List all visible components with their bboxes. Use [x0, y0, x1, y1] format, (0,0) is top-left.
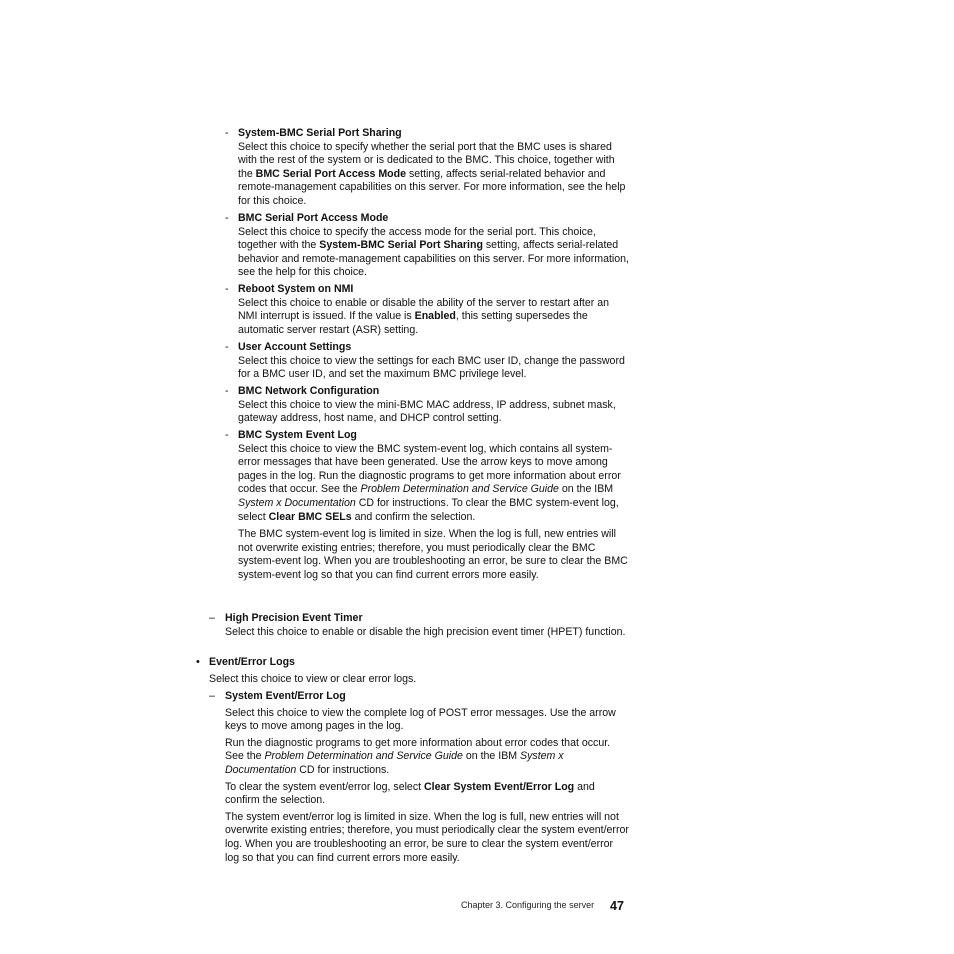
item-description: Select this choice to specify the access mode for the serial port. This choice, together with the System-BMC Serial Port Sharing setting, affects serial-related behavior and remote-management capabilities on this server. For more information, see the help for this choice. — [238, 225, 629, 279]
item-title: BMC Network Configuration — [238, 385, 380, 397]
item-description: Select this choice to view or clear error logs. — [209, 672, 417, 685]
item-network-configuration — [225, 385, 630, 426]
item-diagnostics-note: Run the diagnostic programs to get more information about error codes that occur. See the Problem Determination and Service Guide on the IBM System x Documentation CD for instructions. — [225, 736, 611, 776]
item-title: User Account Settings — [238, 341, 352, 353]
bullet-marker: • — [196, 656, 200, 668]
item-reboot-on-nmi — [225, 283, 630, 337]
item-clear-note: To clear the system event/error log, select Clear System Event/Error Log and confirm the selection. — [225, 780, 595, 807]
dash-marker: - — [225, 341, 229, 353]
item-description: Select this choice to view the complete log of POST error messages. Use the arrow keys to move among pages in the log. — [225, 706, 616, 733]
dash-marker: - — [225, 212, 229, 224]
item-description: Select this choice to view the mini-BMC MAC address, IP address, subnet mask, gateway address, host name, and DHCP control setting. — [238, 398, 616, 425]
footer-chapter: Chapter 3. Configuring the server — [461, 900, 595, 910]
item-title: BMC Serial Port Access Mode — [238, 212, 389, 224]
item-description: Select this choice to view the settings for each BMC user ID, change the password for a BMC user ID, and set the maximum BMC privilege level. — [238, 354, 625, 381]
item-event-error-logs — [196, 656, 630, 686]
dash-marker: - — [225, 127, 229, 139]
page-number: 47 — [610, 899, 624, 913]
item-title: Event/Error Logs — [209, 656, 295, 668]
item-title: BMC System Event Log — [238, 429, 357, 441]
item-system-event-log — [225, 429, 630, 583]
item-serial-port-sharing — [225, 127, 630, 209]
item-serial-port-access-mode — [225, 212, 630, 280]
dash-marker: - — [225, 429, 229, 441]
item-user-account-settings — [225, 341, 630, 382]
dash-marker: - — [225, 385, 229, 397]
item-title: System-BMC Serial Port Sharing — [238, 127, 402, 139]
dash-marker: - — [225, 283, 229, 295]
item-title: System Event/Error Log — [225, 690, 346, 702]
item-size-note: The system event/error log is limited in size. When the log is full, new entries will not overwrite existing entries; therefore, you must periodically clear the system event/error log. When you are troubleshooting an error, be sure to clear the system event/error log so that you can find current errors more easily. — [225, 810, 629, 864]
item-title: Reboot System on NMI — [238, 283, 354, 295]
dash-marker: – — [209, 690, 215, 702]
item-description: Select this choice to specify whether the serial port that the BMC uses is shared with the rest of the system or is dedicated to the BMC. This choice, together with the BMC Serial Port Access Mode setting, affects serial-related behavior and remote-management capabilities on this server. For more information, see the help for this choice. — [238, 140, 626, 207]
dash-marker: – — [209, 612, 215, 624]
item-description: Select this choice to view the BMC system-event log, which contains all system-error messages that have been generated. Use the arrow keys to move among pages in the log. Run the diagnostic programs to get more information about error codes that occur. See the Problem Determination and Service Guide on the IBM System x Documentation CD for instructions. To clear the BMC system-event log, select Clear BMC SELs and confirm the selection. — [238, 442, 621, 523]
item-note: The BMC system-event log is limited in size. When the log is full, new entries will not overwrite existing entries; therefore, you must periodically clear the BMC system-event log. When you are troubleshooting an error, be sure to clear the BMC system-event log so that you can find current errors more easily. — [238, 528, 628, 581]
item-description: Select this choice to enable or disable the high precision event timer (HPET) function. — [225, 625, 626, 638]
item-system-event-error-log — [209, 690, 630, 865]
item-description: Select this choice to enable or disable the ability of the server to restart after an NMI interrupt is issued. If the value is Enabled, this setting supersedes the automatic server restart (ASR) setting. — [238, 296, 609, 336]
item-hpet — [209, 612, 630, 639]
item-title: High Precision Event Timer — [225, 612, 363, 624]
